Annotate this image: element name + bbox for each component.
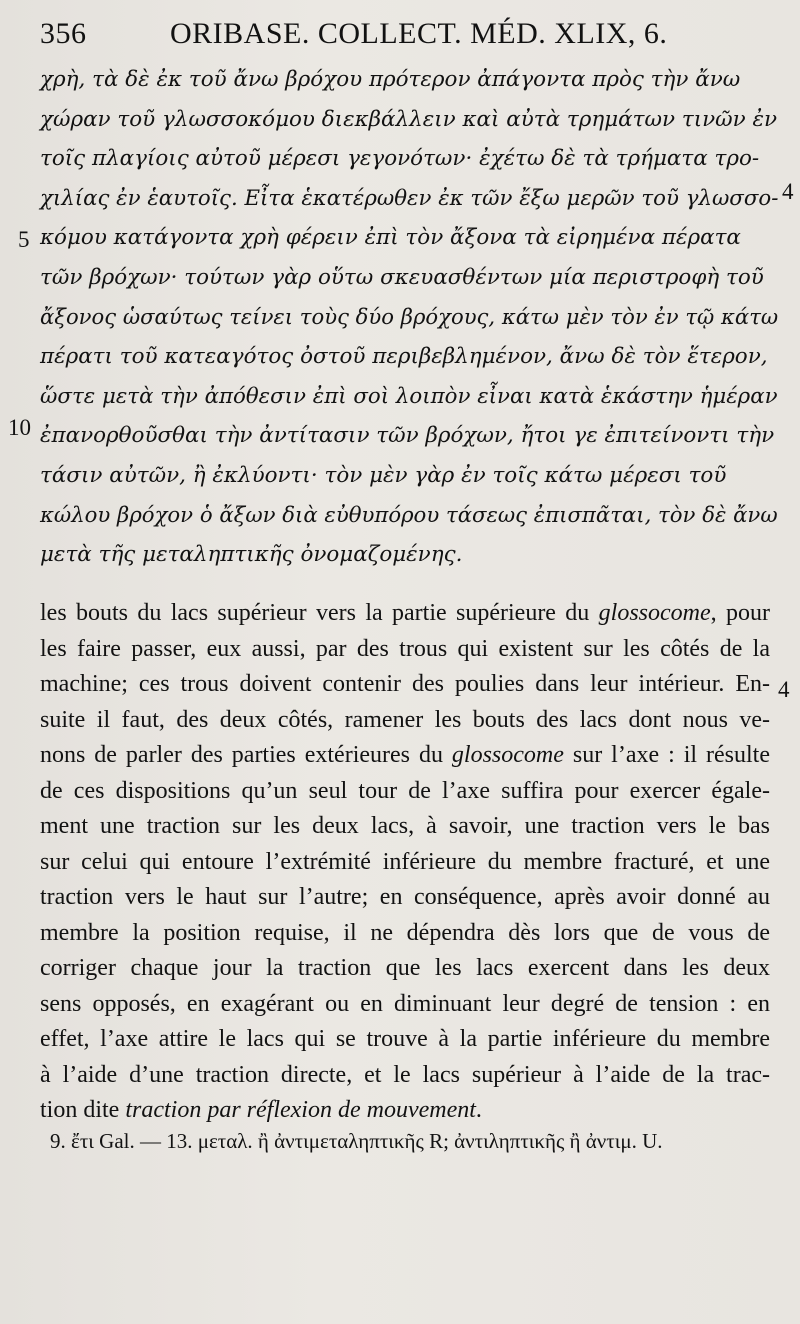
greek-line: ὥστε μετὰ τὴν ἀπόθεσιν ἐπὶ σοὶ λοιπὸν εἶναι κατὰ ἑκάστην ἡμέραν [40,383,778,409]
greek-line: πέρατι τοῦ κατεαγότος ὀστοῦ περιβεβλημένον, ἄνω δὲ τὸν ἕτερον, [40,344,768,370]
margin-section-number-french: 4 [778,677,790,702]
line-number-5: 5 [18,227,30,252]
french-line: ment une traction sur les deux lacs, à savoir, une traction vers le bas [40,813,770,839]
french-line: corriger chaque jour la traction que les lacs exercent dans les deux [40,955,770,981]
french-line: suite il faut, des deux côtés, ramener les bouts des lacs dont nous ve- [40,706,770,733]
footnote-apparatus: 9. ἔτι Gal. — 13. μεταλ. ἢ ἀντιμεταληπτικῆς R; ἀντιληπτικῆς ἢ ἀντιμ. U. [50,1129,663,1153]
french-line: les faire passer, eux aussi, par des trous qui existent sur les côtés de la [40,635,770,662]
greek-line: ἐπανορθοῦσθαι τὴν ἀντίτασιν τῶν βρόχων, ἤτοι γε ἐπιτείνοντι τὴν [40,423,775,449]
text-run: nons de parler des parties extérieures du [40,742,452,768]
greek-line: κώλου βρόχον ὁ ἄξων διὰ εὐθυπόρου τάσεως ἐπισπᾶται, τὸν δὲ ἄνω [40,502,778,528]
greek-line: κόμου κατάγοντα χρὴ φέρειν ἐπὶ τὸν ἄξονα τὰ εἰρημένα πέρατα [40,225,741,251]
page-number: 356 [40,17,87,50]
italic-term: traction par réflexion de mouvement [125,1097,476,1123]
french-translation-block [40,596,770,1129]
italic-term: glossocome [451,742,564,768]
greek-line: μετὰ τῆς μεταληπτικῆς ὀνομαζομένης. [40,542,463,568]
greek-line: χρὴ, τὰ δὲ ἐκ τοῦ ἄνω βρόχου πρότερον ἀπάγοντα πρὸς τὴν ἄνω [40,67,741,92]
greek-text-block [40,60,780,575]
text-run: , pour [710,600,770,626]
french-line: membre la position requise, il ne dépendra dès lors que de vous de [40,919,770,946]
french-line: machine; ces trous doivent contenir des poulies dans leur intérieur. En- [40,671,770,697]
margin-section-number-greek: 4 [782,179,794,204]
line-number-10: 10 [8,415,31,440]
greek-line: τάσιν αὐτῶν, ἢ ἐκλύοντι· τὸν μὲν γὰρ ἐν τοῖς κάτω μέρεσι τοῦ [40,462,727,488]
greek-line: τοῖς πλαγίοις αὐτοῦ μέρεσι γεγονότων· ἐχέτω δὲ τὰ τρήματα τρο- [40,146,760,172]
french-line [40,738,770,774]
french-line: effet, l’axe attire le lacs qui se trouve à la partie inférieure du membre [40,1026,770,1052]
running-title: ORIBASE. COLLECT. MÉD. XLIX, 6. [170,17,668,50]
french-line [40,596,770,632]
french-line: traction vers le haut sur l’autre; en conséquence, après avoir donné au [40,884,770,910]
text-run: tion dite [40,1097,126,1123]
page-header [40,14,680,54]
text-run: . [475,1097,482,1123]
text-run: les bouts du lacs supérieur vers la partie supérieure du [40,600,599,626]
french-line: sur celui qui entoure l’extrémité inférieure du membre fracturé, et une [40,848,770,875]
french-line: sens opposés, en exagérant ou en diminuant leur degré de tension : en [40,990,770,1017]
greek-line: χώραν τοῦ γλωσσοκόμου διεκβάλλειν καὶ αὐτὰ τρημάτων τινῶν ἐν [40,106,778,132]
greek-line: ἄξονος ὡσαύτως τείνει τοὺς δύο βρόχους, κάτω μὲν τὸν ἐν τῷ κάτω [40,304,779,330]
greek-line: χιλίας ἐν ἑαυτοῖς. Εἶτα ἑκατέρωθεν ἐκ τῶν ἔξω μερῶν τοῦ γλωσσο- [40,185,779,211]
french-line: de ces dispositions qu’un seul tour de l’axe suffira pour exercer égale- [40,777,770,804]
text-run: sur l’axe : il résulte [563,742,770,768]
greek-line: τῶν βρόχων· τούτων γὰρ οὕτω σκευασθέντων μία περιστροφὴ τοῦ [40,264,764,290]
french-line: à l’aide d’une traction directe, et le lacs supérieur à l’aide de la trac- [40,1061,770,1088]
italic-term: glossocome [598,600,711,626]
